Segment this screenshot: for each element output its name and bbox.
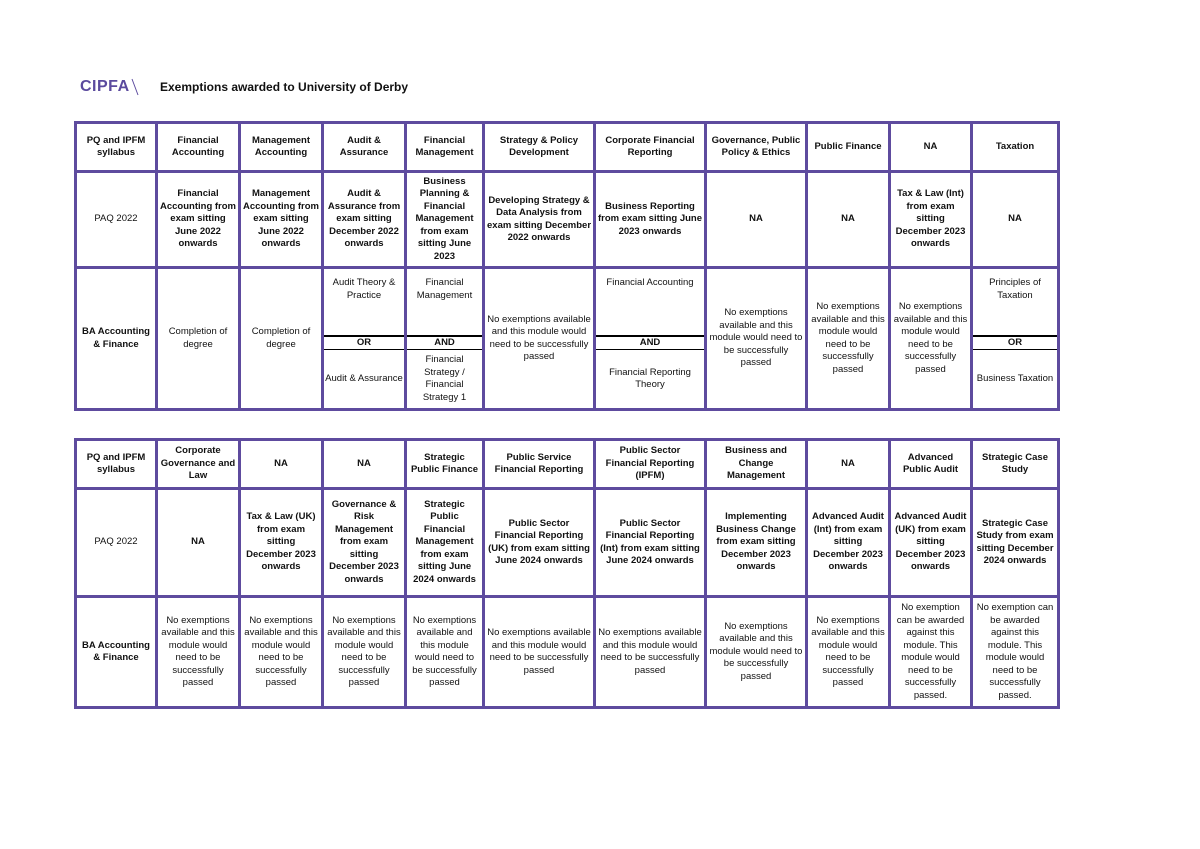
ba-row	[77, 269, 1057, 408]
cell: Public Service Financial Reporting	[485, 441, 593, 487]
cell: Financial Management	[407, 124, 482, 170]
split-top: Principles of Taxation	[989, 277, 1041, 301]
cell: Taxation	[973, 124, 1057, 170]
cell: Tax & Law (UK) from exam sitting December 2023 onwards	[241, 490, 321, 595]
cell: Financial Accounting	[158, 124, 238, 170]
page-title: Exemptions awarded to University of Derby	[160, 80, 409, 94]
exemptions-table-2	[74, 438, 1060, 709]
cell: NA	[891, 124, 970, 170]
cell: Management Accounting	[241, 124, 321, 170]
cell: Governance & Risk Management from exam sitting December 2023 onwards	[324, 490, 404, 595]
split-connector: OR	[324, 335, 404, 350]
cell: PAQ 2022	[77, 490, 155, 595]
cell: Management Accounting from exam sitting June 2022 onwards	[241, 173, 321, 266]
cell: Corporate Financial Reporting	[596, 124, 704, 170]
split-bottom: Business Taxation	[976, 372, 1054, 384]
cell: No exemptions available and this module would need to be successfully passed	[324, 598, 404, 706]
cell: Business Reporting from exam sitting June 2023 onwards	[596, 173, 704, 266]
cell: Strategic Case Study from exam sitting December 2024 onwards	[973, 490, 1057, 595]
split-top: Audit Theory & Practice	[332, 277, 396, 301]
cell: Strategic Public Finance	[407, 441, 482, 487]
cell: No exemptions available and this module would need to be successfully passed	[158, 598, 238, 706]
syllabus-row	[77, 124, 1057, 170]
cell: Advanced Audit (Int) from exam sitting December 2023 onwards	[808, 490, 888, 595]
cell: Implementing Business Change from exam sitting December 2023 onwards	[707, 490, 805, 595]
cell: NA	[158, 490, 238, 595]
split-bottom: Financial Strategy / Financial Strategy 1	[422, 354, 467, 403]
cell: Advanced Audit (UK) from exam sitting December 2023 onwards	[891, 490, 970, 595]
split-top: Financial Management	[416, 277, 473, 301]
cell: BA Accounting & Finance	[77, 269, 155, 408]
cell: NA	[707, 173, 805, 266]
split-top: Financial Accounting	[606, 277, 694, 288]
cell: Audit & Assurance from exam sitting December 2022 onwards	[324, 173, 404, 266]
cell: PQ and IPFM syllabus	[77, 441, 155, 487]
cell-split	[407, 269, 482, 408]
cell: No exemptions available and this module would need to be successfully passed	[596, 598, 704, 706]
cell: Public Sector Financial Reporting (Int) from exam sitting June 2024 onwards	[596, 490, 704, 595]
logo-text: CIPFA	[80, 78, 130, 95]
cell: Audit & Assurance	[324, 124, 404, 170]
cell-split	[596, 269, 704, 408]
cell: Completion of degree	[241, 269, 321, 408]
split-connector: AND	[596, 335, 704, 350]
cell: Public Finance	[808, 124, 888, 170]
cell: Corporate Governance and Law	[158, 441, 238, 487]
cell: No exemptions available and this module would need to be successfully passed	[407, 598, 482, 706]
cell: Strategic Case Study	[973, 441, 1057, 487]
split-connector: AND	[407, 335, 482, 350]
cell: NA	[973, 173, 1057, 266]
cell: BA Accounting & Finance	[77, 598, 155, 706]
cell: NA	[241, 441, 321, 487]
cell: No exemptions available and this module would need to be successfully passed	[808, 598, 888, 706]
cell: No exemptions available and this module would need to be successfully passed	[891, 269, 970, 408]
cell: Financial Accounting from exam sitting June 2022 onwards	[158, 173, 238, 266]
cell: Strategic Public Financial Management from exam sitting June 2024 onwards	[407, 490, 482, 595]
cell: NA	[324, 441, 404, 487]
split-bottom: Audit & Assurance	[325, 372, 403, 384]
cell: Business Planning & Financial Management from exam sitting June 2023	[407, 173, 482, 266]
cell: No exemptions available and this module would need to be successfully passed	[808, 269, 888, 408]
cell: No exemptions available and this module would need to be successfully passed	[485, 269, 593, 408]
cell: No exemptions available and this module would need to be successfully passed	[241, 598, 321, 706]
cell: PAQ 2022	[77, 173, 155, 266]
cell: Tax & Law (Int) from exam sitting December 2023 onwards	[891, 173, 970, 266]
cell: No exemption can be awarded against this module. This module would need to be successfully passed.	[973, 598, 1057, 706]
cell: No exemptions available and this module would need to be successfully passed	[707, 269, 805, 408]
cell: PQ and IPFM syllabus	[77, 124, 155, 170]
paq-row	[77, 490, 1057, 595]
cell: No exemption can be awarded against this module. This module would need to be successfully passed.	[891, 598, 970, 706]
exemptions-table-1	[74, 121, 1060, 411]
cell: No exemptions available and this module would need to be successfully passed	[707, 598, 805, 706]
split-bottom: Financial Reporting Theory	[609, 366, 691, 390]
cell: No exemptions available and this module would need to be successfully passed	[485, 598, 593, 706]
syllabus-row	[77, 441, 1057, 487]
logo-slash-icon	[131, 78, 139, 96]
split-connector: OR	[973, 335, 1057, 350]
ba-row	[77, 598, 1057, 706]
cell: NA	[808, 441, 888, 487]
cell: Business and Change Management	[707, 441, 805, 487]
cell: Developing Strategy & Data Analysis from exam sitting December 2022 onwards	[485, 173, 593, 266]
cell: Advanced Public Audit	[891, 441, 970, 487]
cell-split	[973, 269, 1057, 408]
cell: NA	[808, 173, 888, 266]
cell: Governance, Public Policy & Ethics	[707, 124, 805, 170]
paq-row	[77, 173, 1057, 266]
cell-split	[324, 269, 404, 408]
cell: Strategy & Policy Development	[485, 124, 593, 170]
cell: Completion of degree	[158, 269, 238, 408]
cell: Public Sector Financial Reporting (UK) from exam sitting June 2024 onwards	[485, 490, 593, 595]
cell: Public Sector Financial Reporting (IPFM)	[596, 441, 704, 487]
cipfa-logo	[80, 78, 139, 96]
